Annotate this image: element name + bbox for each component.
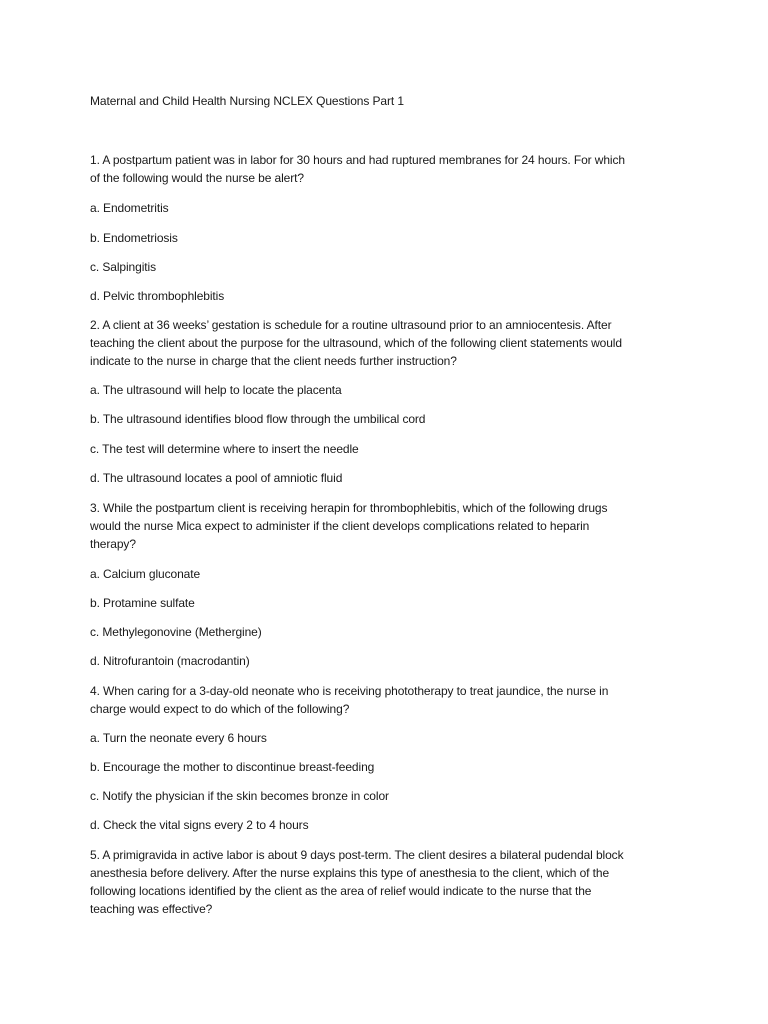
q5-stem-line-4: teaching was effective?	[90, 902, 213, 916]
q4-option-d: d. Check the vital signs every 2 to 4 hours	[90, 818, 309, 832]
q2-option-a: a. The ultrasound will help to locate the placenta	[90, 383, 342, 397]
q1-option-b: b. Endometriosis	[90, 231, 178, 245]
q3-stem-line-2: would the nurse Mica expect to administer if the client develops complications related to heparin	[90, 519, 590, 533]
q4-stem-line-2: charge would expect to do which of the following?	[90, 702, 350, 716]
q4-option-b: b. Encourage the mother to discontinue breast-feeding	[90, 760, 375, 774]
q3-stem-line-1: 3. While the postpartum client is receiving herapin for thrombophlebitis, which of the following drugs	[90, 501, 608, 515]
q4-option-a: a. Turn the neonate every 6 hours	[90, 731, 267, 745]
q2-stem-line-1: 2. A client at 36 weeks’ gestation is schedule for a routine ultrasound prior to an amniocentesis. After	[90, 318, 612, 332]
q3-option-d: d. Nitrofurantoin (macrodantin)	[90, 654, 250, 668]
q2-option-c: c. The test will determine where to insert the needle	[90, 442, 359, 456]
q5-stem-line-3: following locations identified by the client as the area of relief would indicate to the nurse that the	[90, 884, 592, 898]
q3-stem-line-3: therapy?	[90, 537, 136, 551]
q4-option-c: c. Notify the physician if the skin becomes bronze in color	[90, 789, 389, 803]
q5-stem-line-2: anesthesia before delivery. After the nurse explains this type of anesthesia to the client, which of the	[90, 866, 610, 880]
q2-option-b: b. The ultrasound identifies blood flow through the umbilical cord	[90, 412, 426, 426]
q3-option-c: c. Methylegonovine (Methergine)	[90, 625, 262, 639]
q2-option-d: d. The ultrasound locates a pool of amniotic fluid	[90, 471, 343, 485]
q5-stem-line-1: 5. A primigravida in active labor is about 9 days post-term. The client desires a bilateral pudendal block	[90, 848, 624, 862]
document-title: Maternal and Child Health Nursing NCLEX Questions Part 1	[90, 94, 404, 108]
q3-option-a: a. Calcium gluconate	[90, 567, 201, 581]
q2-stem-line-2: teaching the client about the purpose for the ultrasound, which of the following client statements would	[90, 336, 622, 350]
q1-option-a: a. Endometritis	[90, 201, 169, 215]
q1-option-c: c. Salpingitis	[90, 260, 156, 274]
q1-stem-line-1: 1. A postpartum patient was in labor for 30 hours and had ruptured membranes for 24 hours. For which	[90, 153, 625, 167]
q4-stem-line-1: 4. When caring for a 3-day-old neonate who is receiving phototherapy to treat jaundice, the nurse in	[90, 684, 609, 698]
q1-stem-line-2: of the following would the nurse be alert?	[90, 171, 304, 185]
q2-stem-line-3: indicate to the nurse in charge that the client needs further instruction?	[90, 354, 457, 368]
q3-option-b: b. Protamine sulfate	[90, 596, 195, 610]
q1-option-d: d. Pelvic thrombophlebitis	[90, 289, 225, 303]
